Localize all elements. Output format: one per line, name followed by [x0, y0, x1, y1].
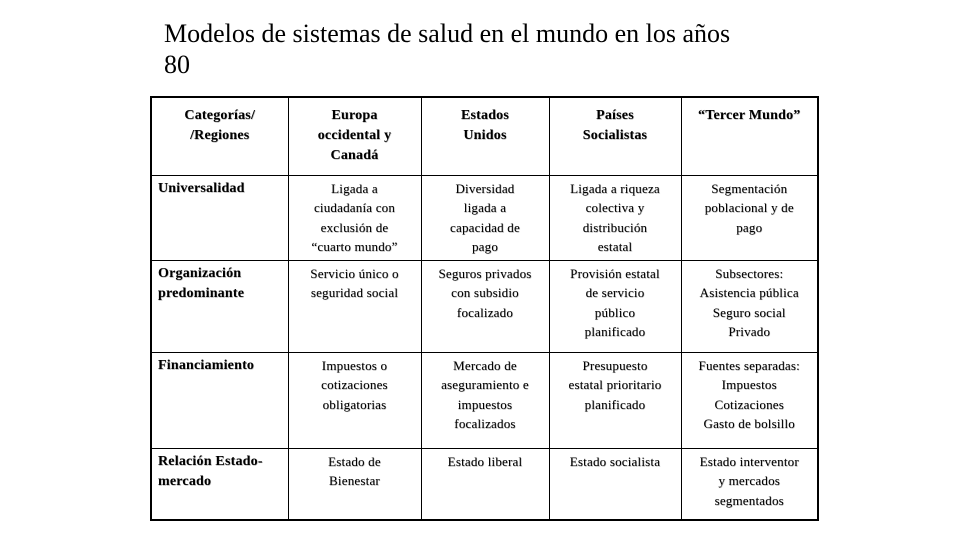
cell-text: cotizaciones [321, 377, 388, 392]
header-usa [421, 97, 549, 175]
cell-text: de servicio [585, 285, 645, 300]
table-cell [681, 448, 818, 520]
row-label-text: Relación Estado- [158, 453, 263, 469]
table-cell [681, 260, 818, 352]
health-systems-table [150, 96, 819, 521]
cell-text: estatal [597, 239, 633, 254]
cell-text: Presupuesto [582, 357, 648, 373]
table-cell [288, 260, 421, 352]
header-europe [288, 97, 421, 175]
cell-text: planificado [584, 324, 646, 339]
cell-text: Estado interventor [699, 453, 799, 469]
title-line-2: 80 [164, 50, 190, 79]
header-third-world [681, 97, 818, 175]
table-cell [421, 448, 549, 520]
header-text: Categorías/ [184, 108, 256, 123]
header-text: Europa [331, 108, 378, 123]
row-label-text: Organización [158, 265, 242, 281]
row-label [151, 175, 288, 260]
header-text: Canadá [330, 148, 379, 163]
row-label [151, 352, 288, 448]
row-label-text: mercado [158, 473, 212, 489]
cell-text: capacidad de [450, 219, 520, 235]
table-cell [549, 352, 681, 448]
header-text: Socialistas [582, 128, 648, 143]
cell-text: Fuentes separadas: [698, 357, 800, 373]
row-label-text: predominante [158, 285, 245, 301]
cell-text: ciudadanía con [313, 200, 396, 215]
row-label [151, 448, 288, 520]
cell-text: poblacional y de [704, 200, 794, 215]
cell-text: Ligada a riqueza [570, 180, 660, 196]
cell-text: Servicio único o [310, 265, 399, 281]
cell-text: exclusión de [320, 219, 389, 235]
table-cell [681, 175, 818, 260]
table-cell [421, 352, 549, 448]
cell-text: Cotizaciones [714, 396, 785, 412]
row-label [151, 260, 288, 352]
header-socialist [549, 97, 681, 175]
cell-text: Ligada a [331, 180, 378, 196]
cell-text: seguridad social [310, 285, 399, 300]
cell-text: Privado [728, 324, 771, 339]
title-line-1: Modelos de sistemas de salud en el mundo en los años [164, 19, 731, 48]
header-text: “Tercer Mundo” [698, 108, 801, 123]
cell-text: Seguro social [712, 304, 786, 320]
table-cell [681, 352, 818, 448]
table-cell [421, 175, 549, 260]
cell-text: Diversidad [455, 180, 515, 196]
cell-text: Impuestos o [321, 357, 388, 373]
table-cell [549, 175, 681, 260]
header-categories [151, 97, 288, 175]
header-text: Unidos [463, 128, 507, 143]
cell-text: estatal prioritario [568, 377, 662, 392]
cell-text: focalizado [456, 304, 514, 320]
cell-text: colectiva y [585, 200, 645, 215]
table-cell [288, 352, 421, 448]
cell-text: Segmentación [711, 180, 788, 196]
cell-text: público [594, 304, 636, 320]
cell-text: Bienestar [329, 473, 380, 488]
cell-text: Gasto de bolsillo [703, 416, 795, 431]
table-cell [288, 448, 421, 520]
table-cell [549, 260, 681, 352]
header-text: Estados [460, 108, 510, 123]
cell-text: “cuarto mundo” [311, 239, 398, 254]
header-text: Países [596, 108, 634, 123]
cell-text: impuestos [457, 396, 513, 412]
table-row-organizacion [151, 260, 818, 352]
cell-text: segmentados [714, 492, 784, 508]
cell-text: distribución [582, 219, 648, 235]
row-label-text: Universalidad [158, 180, 245, 196]
header-text: occidental y [317, 128, 392, 143]
cell-text: Provisión estatal [570, 265, 660, 281]
cell-text: planificado [584, 396, 646, 412]
cell-text: focalizados [454, 416, 516, 431]
cell-text: y mercados [718, 473, 781, 488]
table-cell [421, 260, 549, 352]
page-title [164, 18, 804, 80]
cell-text: con subsidio [451, 285, 519, 300]
table-row-universalidad [151, 175, 818, 260]
table-cell [549, 448, 681, 520]
table-header-row [151, 97, 818, 175]
cell-text: pago [471, 239, 499, 254]
cell-text: Estado socialista [569, 453, 661, 469]
table-row-relacion [151, 448, 818, 520]
cell-text: Mercado de [453, 357, 517, 373]
cell-text: Impuestos [721, 377, 777, 392]
table-row-financiamiento [151, 352, 818, 448]
cell-text: pago [736, 219, 763, 235]
cell-text: Seguros privados [438, 265, 532, 281]
cell-text: aseguramiento e [441, 377, 529, 392]
cell-text: obligatorias [322, 396, 387, 412]
cell-text: ligada a [463, 200, 507, 215]
cell-text: Asistencia pública [699, 285, 799, 300]
cell-text: Subsectores: [715, 265, 784, 281]
cell-text: Estado de [328, 453, 381, 469]
table-cell [288, 175, 421, 260]
row-label-text: Financiamiento [158, 357, 255, 373]
cell-text: Estado liberal [447, 453, 523, 469]
header-text: /Regiones [190, 128, 250, 143]
